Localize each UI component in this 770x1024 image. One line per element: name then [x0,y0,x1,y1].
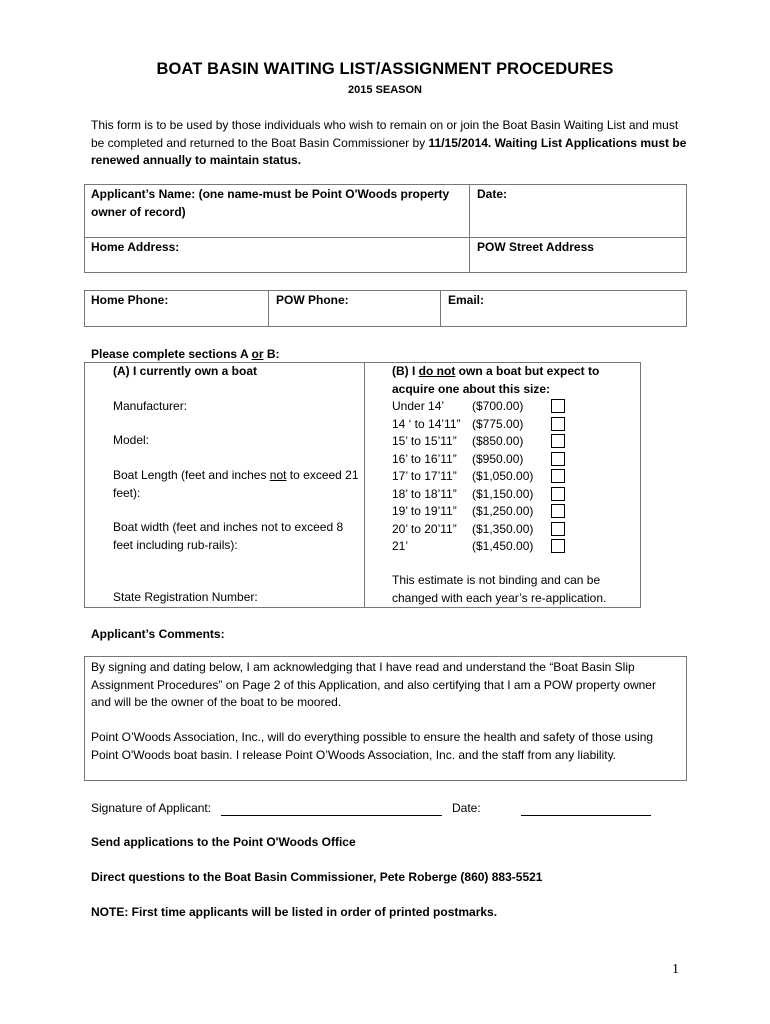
direct-questions-line: Direct questions to the Boat Basin Commissioner, Pete Roberge (860) 883-5521 [91,870,543,884]
size-label: 18’ to 18’11” [392,486,457,501]
signature-input-line[interactable] [221,815,442,816]
size-label: 17’ to 17’11” [392,469,457,483]
boat-length-label-2: to exceed 21 feet): [113,468,359,500]
phone-table-divider-1 [268,290,269,327]
size-checkbox[interactable] [551,539,565,553]
page-number: 1 [672,962,679,977]
size-checkbox[interactable] [551,504,565,518]
sections-table-divider [364,362,365,608]
size-checkbox[interactable] [551,452,565,466]
size-label: 14 ‘ to 14’11” [392,416,461,431]
applicant-comments-label: Applicant’s Comments: [91,627,225,641]
boat-length-not: not [269,468,287,482]
size-price: ($700.00) [472,399,524,413]
applicant-table-row-divider [84,237,687,238]
size-price: ($1,050.00) [472,469,534,483]
model-field[interactable]: Model: [113,433,150,447]
size-checkbox[interactable] [551,469,565,483]
state-registration-field[interactable]: State Registration Number: [113,590,258,604]
phone-table-divider-2 [440,290,441,327]
section-b-heading [392,363,632,398]
size-checkbox[interactable] [551,399,565,413]
estimate-note: This estimate is not binding and can be changed with each year’s re-application. [392,573,607,605]
size-checkbox[interactable] [551,522,565,536]
section-b-heading-suffix: own a boat but expect to acquire one about this size: [392,364,600,396]
home-address-field[interactable]: Home Address: [91,240,180,254]
boat-length-label-1: Boat Length (feet and inches [113,468,270,482]
manufacturer-field[interactable]: Manufacturer: [113,399,188,413]
intro-deadline: 11/15/2014. [428,135,492,150]
size-label: 15’ to 15’11” [392,434,457,448]
season-label: 2015 SEASON [348,84,422,96]
signature-date-label: Date: [452,801,481,815]
size-price: ($1,150.00) [472,486,534,501]
section-a-heading: (A) I currently own a boat [113,364,258,378]
applicant-table-divider [469,184,470,273]
intro-text: This form is to be used by those individuals who wish to remain on or join the Boat Basin Waiting List and must be completed and returned to the Boat Basin Commissioner by [91,118,679,150]
size-price: ($950.00) [472,451,524,466]
email-field[interactable]: Email: [448,293,485,307]
sections-instruction-prefix: Please complete sections A [91,347,252,361]
section-b-heading-do-not: do not [418,364,456,378]
sections-instruction-or: or [251,347,264,361]
size-label: 20’ to 20’11” [392,521,457,536]
acknowledgement-paragraph-1: By signing and dating below, I am acknowledging that I have read and understand the “Boat Basin Slip Assignment Procedures” on Page 2 of this Application, and also certifying that I am a POW property owner and will be the owner of the boat to be moored. [91,660,656,709]
pow-street-address-field[interactable]: POW Street Address [477,240,594,254]
size-label: 21’ [392,539,409,553]
boat-width-field[interactable]: Boat width (feet and inches not to exceed 8 feet including rub-rails): [113,520,344,552]
signature-date-input-line[interactable] [521,815,651,816]
phone-table [84,290,687,327]
size-price: ($850.00) [472,434,524,448]
size-price: ($1,350.00) [472,521,534,536]
application-date-field[interactable]: Date: [477,187,508,201]
size-checkbox[interactable] [551,417,565,431]
signature-label: Signature of Applicant: [91,801,212,815]
page-title: BOAT BASIN WAITING LIST/ASSIGNMENT PROCEDURES [156,60,614,78]
size-label: 16’ to 16’11” [392,451,457,466]
pow-phone-field[interactable]: POW Phone: [276,293,349,307]
size-price: ($775.00) [472,416,524,431]
size-label: 19’ to 19’11” [392,504,457,518]
sections-instruction-suffix: B: [263,347,280,361]
send-applications-line: Send applications to the Point O'Woods Office [91,835,356,849]
boat-length-field[interactable] [113,467,361,502]
intro-bold-tail: Waiting List Applications must be renewed annually to maintain status. [91,135,687,167]
size-checkbox[interactable] [551,487,565,501]
intro-paragraph [91,117,691,170]
home-phone-field[interactable]: Home Phone: [91,293,169,307]
first-time-note-line: NOTE: First time applicants will be listed in order of printed postmarks. [91,905,498,919]
acknowledgement-paragraph-2: Point O’Woods Association, Inc., will do everything possible to ensure the health and safety of those using Point O'Woods boat basin. I release Point O’Woods Association, Inc. and the staff from any liability. [91,730,654,762]
sections-instruction [91,346,280,364]
size-price: ($1,250.00) [472,504,534,518]
section-b-heading-prefix: (B) I [392,364,419,378]
size-checkbox[interactable] [551,434,565,448]
size-label: Under 14’ [392,399,445,413]
size-price: ($1,450.00) [472,539,534,553]
applicant-name-field[interactable]: Applicant’s Name: (one name-must be Point O'Woods property owner of record) [91,187,450,219]
